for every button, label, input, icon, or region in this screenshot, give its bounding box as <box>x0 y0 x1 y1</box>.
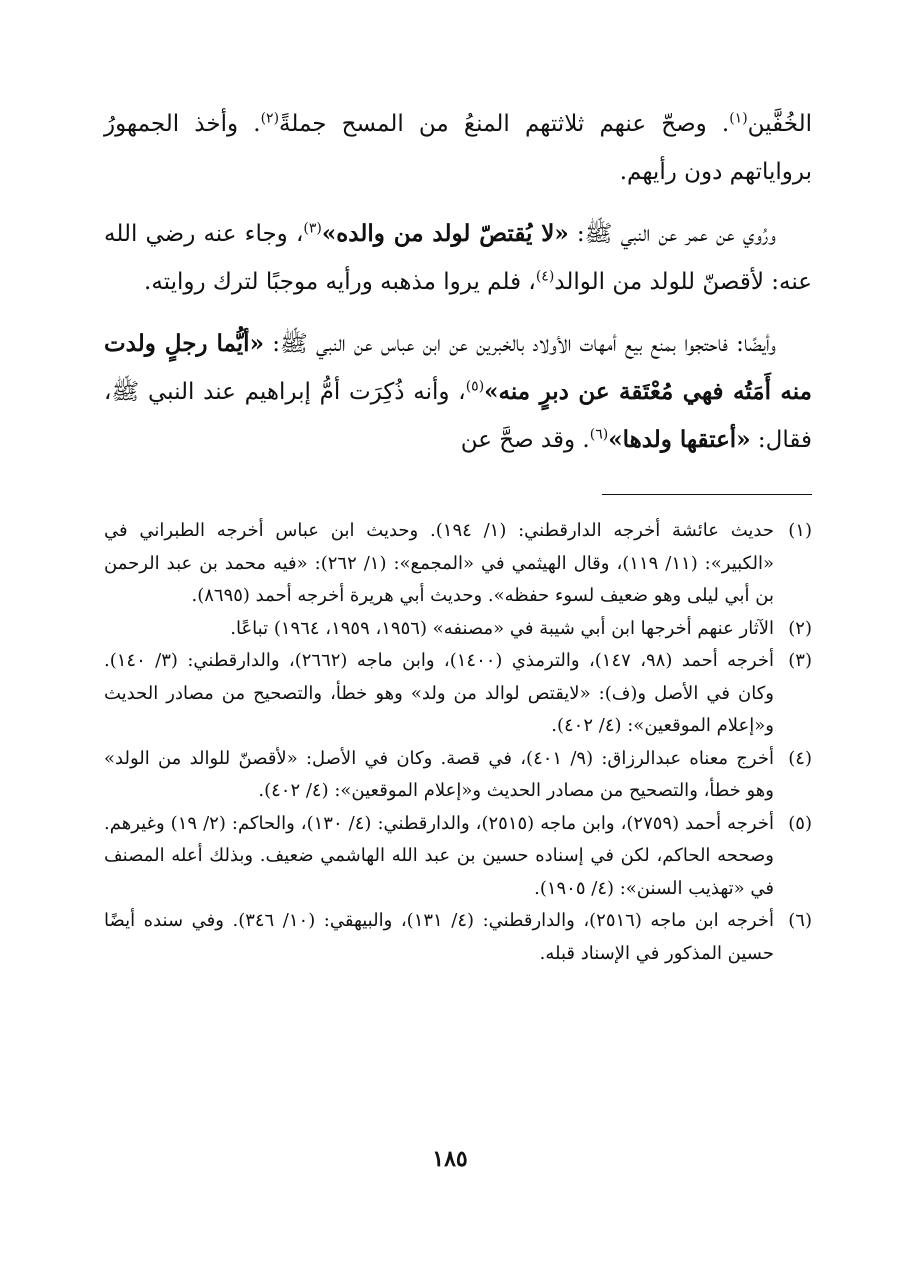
page-body <box>104 100 812 970</box>
footnote-ref-1[interactable]: (١) <box>729 110 748 127</box>
footnote-ref-2[interactable]: (٢) <box>260 110 280 127</box>
footnote-divider <box>602 494 812 495</box>
page-number: ١٨٥ <box>432 1146 468 1172</box>
hadith-quote: «أعتقها ولدها» <box>608 426 751 453</box>
text-segment: ، وجاء عنه رضي الله عنه: لأقصنّ للولد من الوالد <box>104 221 812 295</box>
text-segment: ، فلم يروا مذهبه ورأيه موجبًا لترك روايته. <box>144 269 536 295</box>
paragraph-2 <box>104 210 812 306</box>
footnote-5 <box>104 808 812 906</box>
footnote-text: حديث عائشة أخرجه الدارقطني: (١/ ١٩٤). وحديث ابن عباس أخرجه الطبراني في «الكبير»: (١١/ ١١٩)، وقال الهيثمي في «المجمع»: (١/ ٢٦٢): «فيه محمد بن عبد الرحمن بن أبي ليلى وهو ضعيف لسوء حفظه». وحديث أبي هريرة أخرجه أحمد (٨٦٩٥). <box>104 520 774 606</box>
hadith-quote: «لا يُقتصّ لولد من والده» <box>321 220 569 247</box>
footnote-4 <box>104 743 812 808</box>
footnote-number: (٢) <box>788 617 812 639</box>
footnote-ref-5[interactable]: (٥) <box>465 378 485 395</box>
footnote-3 <box>104 645 812 743</box>
text-segment: وأيضًا: فاحتجوا بمنع بيع أمهات الأولاد بالخبرين عن ابن عباس عن النبي ﷺ: <box>263 331 776 357</box>
footnote-6 <box>104 905 812 970</box>
footnote-number: (٣) <box>788 650 812 671</box>
footnotes <box>104 515 812 970</box>
text-segment: . وأخذ الجمهورُ برواياتهم دون رأيهم. <box>104 111 812 185</box>
footnote-number: (١) <box>788 520 812 541</box>
footnote-number: (٤) <box>788 747 812 769</box>
main-text <box>104 100 812 464</box>
text-segment: الخُفَّين <box>747 111 812 137</box>
paragraph-3 <box>104 320 812 464</box>
hadith-quote: «أيُّما رجلٍ ولدت منه أَمَتُه فهي مُعْتَقة عن دبرٍ منه» <box>104 330 812 405</box>
paragraph-1 <box>104 100 812 196</box>
footnote-number: (٦) <box>788 910 812 931</box>
footnote-ref-6[interactable]: (٦) <box>589 426 609 443</box>
footnote-text: الآثار عنهم أخرجها ابن أبي شيبة في «مصنفه» (١٩٥٦، ١٩٥٩، ١٩٦٤) تباعًا. <box>230 617 774 639</box>
footnote-text: أخرج معناه عبدالرزاق: (٩/ ٤٠١)، في قصة. وكان في الأصل: «لأقصنّ للوالد من الولد» وهو خطأ، والتصحيح من مصادر الحديث و«إعلام الموقعين»: (٤/ ٤٠٢). <box>104 747 774 801</box>
text-segment: ، وأنه ذُكِرَت أمُّ إبراهيم عند النبي ﷺ، فقال: <box>104 379 812 453</box>
footnote-text: أخرجه أحمد (٩٨، ١٤٧)، والترمذي (١٤٠٠)، وابن ماجه (٢٦٦٢)، والدارقطني: (٣/ ١٤٠). وكان في الأصل و(ف): «لايقتص لوالد من ولد» وهو خطأ، والتصحيح من مصادر الحديث و«إعلام الموقعين»: (٤/ ٤٠٢). <box>104 650 774 736</box>
text-segment: . وصحّ عنهم ثلاثتهم المنعُ من المسح جملةً <box>279 111 730 137</box>
footnote-2 <box>104 613 812 646</box>
footnote-text: أخرجه ابن ماجه (٢٥١٦)، والدارقطني: (٤/ ١٣١)، والبيهقي: (١٠/ ٣٤٦). وفي سنده أيضًا حسين المذكور في الإسناد قبله. <box>104 910 774 964</box>
footnote-ref-4[interactable]: (٤) <box>535 268 555 285</box>
footnote-1 <box>104 515 812 613</box>
footnote-text: أخرجه أحمد (٢٧٥٩)، وابن ماجه (٢٥١٥)، والدارقطني: (٤/ ١٣٠)، والحاكم: (٢/ ١٩) وغيرهم. وصححه الحاكم، لكن في إسناده حسين بن عبد الله الهاشمي ضعيف. وبذلك أعله المصنف في «تهذيب السنن»: (٤/ ١٩٠٥). <box>104 812 774 899</box>
footnote-number: (٥) <box>788 812 812 834</box>
text-segment: ورُوي عن عمر عن النبي ﷺ: <box>568 221 776 247</box>
footnote-ref-3[interactable]: (٣) <box>303 220 322 237</box>
text-segment: . وقد صحَّ عن <box>460 427 590 453</box>
